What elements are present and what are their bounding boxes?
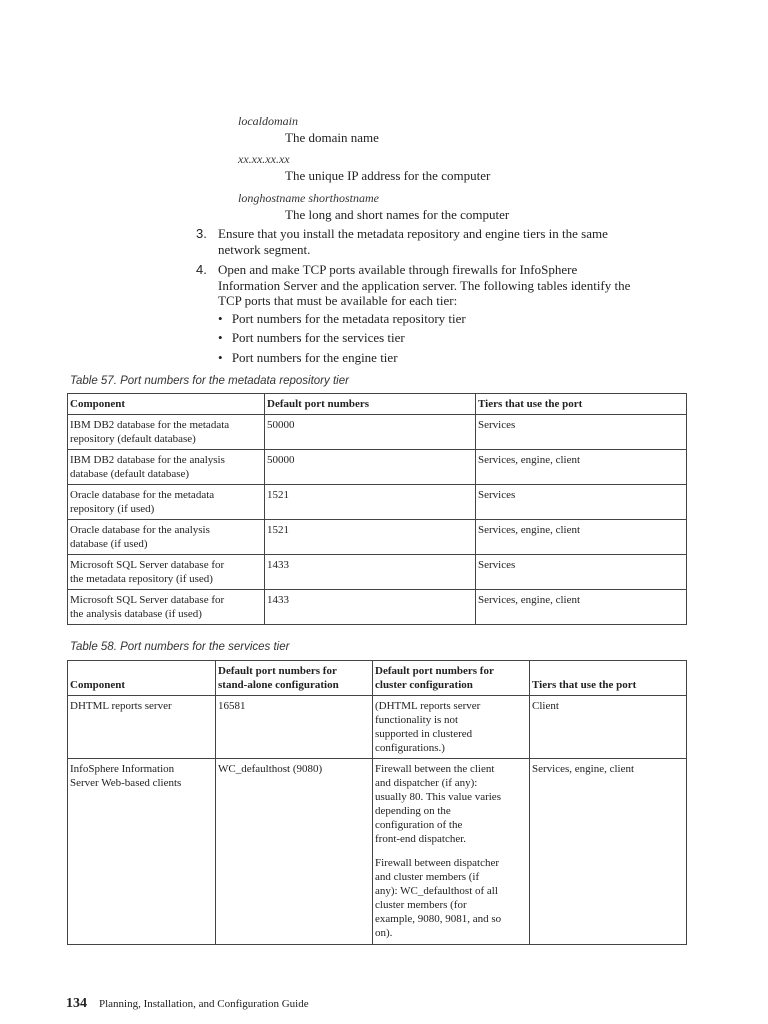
table-row bbox=[68, 450, 687, 485]
port-cell: 50000 bbox=[265, 415, 476, 450]
column-header: Default port numbers bbox=[265, 394, 476, 415]
table-caption: Table 58. Port numbers for the services tier bbox=[70, 641, 290, 653]
cluster-port-paragraph: Firewall between the client and dispatcher (if any): usually 80. This value varies depending on the configuration of the front-end dispatcher. bbox=[375, 763, 501, 845]
port-cell: 1433 bbox=[265, 590, 476, 625]
column-header: Tiers that use the port bbox=[476, 394, 687, 415]
bullet-link[interactable]: Port numbers for the engine tier bbox=[231, 350, 398, 365]
step-line: network segment. bbox=[218, 241, 311, 257]
cluster-port-paragraph: Firewall between dispatcher and cluster members (if any): WC_defaulthost of all cluster members (for example, 9080, 9081, and so on). bbox=[375, 857, 502, 939]
bullet-link[interactable]: Port numbers for the services tier bbox=[231, 330, 405, 345]
definition-description: The domain name bbox=[285, 130, 379, 145]
bullet-item bbox=[218, 350, 398, 366]
table-row bbox=[68, 759, 687, 945]
tiers-cell: Services, engine, client bbox=[476, 520, 687, 555]
definition-term: longhostname shorthostname bbox=[238, 191, 379, 205]
component-cell: InfoSphere Information Server Web-based clients bbox=[68, 759, 216, 945]
standalone-port-cell: WC_defaulthost (9080) bbox=[216, 759, 373, 945]
table-caption: Table 57. Port numbers for the metadata repository tier bbox=[70, 375, 349, 387]
column-header: Component bbox=[68, 661, 216, 696]
page-footer bbox=[66, 994, 309, 1012]
definition-description: The long and short names for the computer bbox=[285, 207, 510, 222]
step-line: Open and make TCP ports available through firewalls for InfoSphere bbox=[218, 262, 578, 277]
component-cell: DHTML reports server bbox=[68, 696, 216, 759]
table-row bbox=[68, 696, 687, 759]
tiers-cell: Services, engine, client bbox=[476, 590, 687, 625]
table-row bbox=[68, 590, 687, 625]
table-row bbox=[68, 485, 687, 520]
component-cell: IBM DB2 database for the analysis database (default database) bbox=[68, 450, 265, 485]
step-line: TCP ports that must be available for each tier: bbox=[218, 293, 458, 308]
port-cell: 1433 bbox=[265, 555, 476, 590]
table-row bbox=[68, 555, 687, 590]
tiers-cell: Services bbox=[476, 485, 687, 520]
port-cell: 1521 bbox=[265, 520, 476, 555]
bullet-dot: • bbox=[218, 330, 223, 345]
column-header: Default port numbers for stand-alone configuration bbox=[216, 661, 373, 696]
bullet-link[interactable]: Port numbers for the metadata repository tier bbox=[231, 311, 466, 326]
standalone-port-cell: 16581 bbox=[216, 696, 373, 759]
metadata-repository-ports-table bbox=[67, 393, 687, 625]
services-tier-ports-table bbox=[67, 660, 687, 945]
table-row bbox=[68, 415, 687, 450]
port-cell: 1521 bbox=[265, 485, 476, 520]
step-line: Information Server and the application server. The following tables identify the bbox=[218, 277, 631, 293]
port-cell: 50000 bbox=[265, 450, 476, 485]
column-header: Component bbox=[68, 394, 265, 415]
table-row bbox=[68, 520, 687, 555]
cluster-port-cell bbox=[373, 696, 530, 759]
tiers-cell: Services bbox=[476, 415, 687, 450]
definition-term: xx.xx.xx.xx bbox=[238, 152, 290, 166]
bullet-dot: • bbox=[218, 350, 223, 365]
component-cell: Oracle database for the analysis database (if used) bbox=[68, 520, 265, 555]
column-header: Default port numbers for cluster configuration bbox=[373, 661, 530, 696]
bullet-dot: • bbox=[218, 311, 223, 326]
component-cell: IBM DB2 database for the metadata repository (default database) bbox=[68, 415, 265, 450]
step-number: 4. bbox=[196, 262, 207, 277]
definition-description: The unique IP address for the computer bbox=[285, 168, 491, 183]
cluster-port-cell bbox=[373, 759, 530, 945]
component-cell: Microsoft SQL Server database for the analysis database (if used) bbox=[68, 590, 265, 625]
bullet-item bbox=[218, 330, 405, 346]
tiers-cell: Services, engine, client bbox=[476, 450, 687, 485]
tiers-cell: Services, engine, client bbox=[530, 759, 687, 945]
step-number: 3. bbox=[196, 226, 207, 241]
document-title: Planning, Installation, and Configuration Guide bbox=[99, 998, 309, 1010]
component-cell: Microsoft SQL Server database for the metadata repository (if used) bbox=[68, 555, 265, 590]
definition-term: localdomain bbox=[238, 114, 298, 128]
step-text bbox=[218, 226, 688, 257]
step-line: Ensure that you install the metadata repository and engine tiers in the same bbox=[218, 226, 608, 241]
component-cell: Oracle database for the metadata repository (if used) bbox=[68, 485, 265, 520]
cluster-port-paragraph: (DHTML reports server functionality is not supported in clustered configurations.) bbox=[375, 700, 481, 754]
column-header: Tiers that use the port bbox=[530, 661, 687, 696]
page-number: 134 bbox=[66, 996, 87, 1011]
tiers-cell: Services bbox=[476, 555, 687, 590]
bullet-item bbox=[218, 311, 466, 327]
tiers-cell: Client bbox=[530, 696, 687, 759]
step-text bbox=[218, 262, 688, 309]
